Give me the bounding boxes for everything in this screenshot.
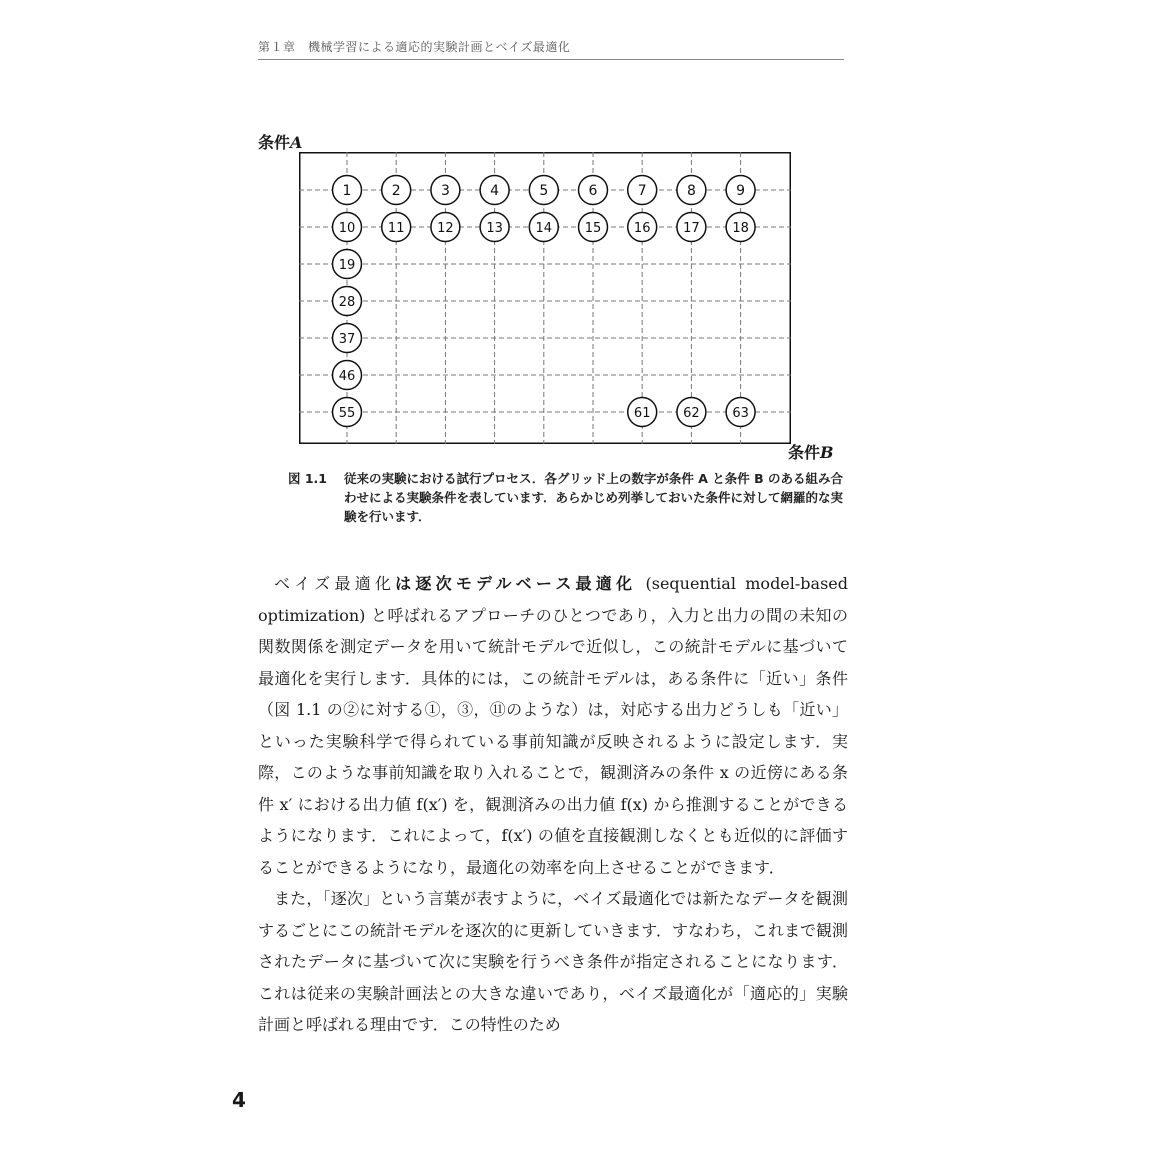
grid-marker-label: 7 [637,183,647,199]
paragraph-1-joiner: は [395,574,416,593]
grid-marker-label: 8 [686,183,696,199]
grid-marker-label: 14 [535,221,553,236]
figure-caption-body: 従来の実験における試行プロセス．各グリッド上の数字が条件 A と条件 B のある組み合わせによる実験条件を表しています．あらかじめ列挙しておいた条件に対して網羅的な実験を行います． [344,471,844,524]
axis-a-var: A [290,133,303,152]
grid-marker-label: 19 [338,258,356,273]
axis-b-label [788,440,834,463]
grid-marker-label: 37 [338,332,356,347]
grid-marker-label: 61 [633,406,651,421]
grid-marker-label: 55 [338,406,356,421]
grid-marker-label: 16 [633,221,651,236]
paragraph-1 [258,568,848,883]
experiment-grid [299,152,791,444]
grid-marker-label: 6 [588,183,598,199]
axis-b-var: B [820,443,834,462]
term-bayes-opt: ベイズ最適化 [274,574,396,593]
grid-marker-label: 15 [584,221,602,236]
grid-marker-label: 12 [437,221,454,236]
grid-marker-label: 46 [338,369,356,384]
axis-a-label [258,130,302,153]
grid-marker-label: 63 [732,406,749,421]
body-text [258,568,848,1041]
grid-marker-label: 11 [387,221,405,236]
grid-marker-label: 18 [732,221,749,236]
grid-marker-label: 5 [539,183,549,199]
grid-marker-label: 62 [683,406,700,421]
grid-marker-label: 9 [736,183,746,199]
paragraph-1-text: (sequential model-based optimization) と呼ばれるアプローチのひとつであり，入力と出力の間の未知の関数関係を測定データを用いて統計モデルで近似し，この統計モデルに基づいて最適化を実行します．具体的には，この統計モデルは，ある条件に「近い」条件（図 1.1 の②に対する①，③，⑪のような）は，対応する出力どうしも「近い」といった実験科学で得られている事前知識が反映されるように設定します．実際，このような事前知識を取り入れることで，観測済みの条件 x の近傍にある条件 x′ における出力値 f(x′) を，観測済みの出力値 f(x) から推測することができるようになります．これによって，f(x′) の値を直接観測しなくとも近似的に評価することができるようになり，最適化の効率を向上させることができます． [258,574,848,877]
figure-caption [288,469,848,526]
running-header: 第１章 機械学習による適応的実験計画とベイズ最適化 [258,38,844,60]
paragraph-2: また，「逐次」という言葉が表すように，ベイズ最適化では新たなデータを観測するごとにこの統計モデルを逐次的に更新していきます．すなわち，これまで観測されたデータに基づいて次に実験を行うべき条件が指定されることになります．これは従来の実験計画法との大きな違いであり，ベイズ最適化が「適応的」実験計画と呼ばれる理由です．この特性のため [258,889,848,1034]
figure-caption-label: 図 1.1 [288,471,327,486]
grid-marker-label: 4 [490,183,500,199]
grid-marker-label: 3 [440,183,450,199]
grid-marker-label: 2 [391,183,401,199]
term-smbo: 逐次モデルベース最適化 [415,574,637,593]
grid-marker-label: 10 [338,221,356,236]
grid-marker-label: 13 [486,221,503,236]
grid-marker-label: 28 [338,295,356,310]
axis-a-prefix: 条件 [258,133,291,152]
axis-b-prefix: 条件 [788,443,821,462]
grid-marker-label: 17 [683,221,700,236]
grid-marker-label: 1 [342,183,352,199]
page-number: 4 [232,1088,246,1112]
